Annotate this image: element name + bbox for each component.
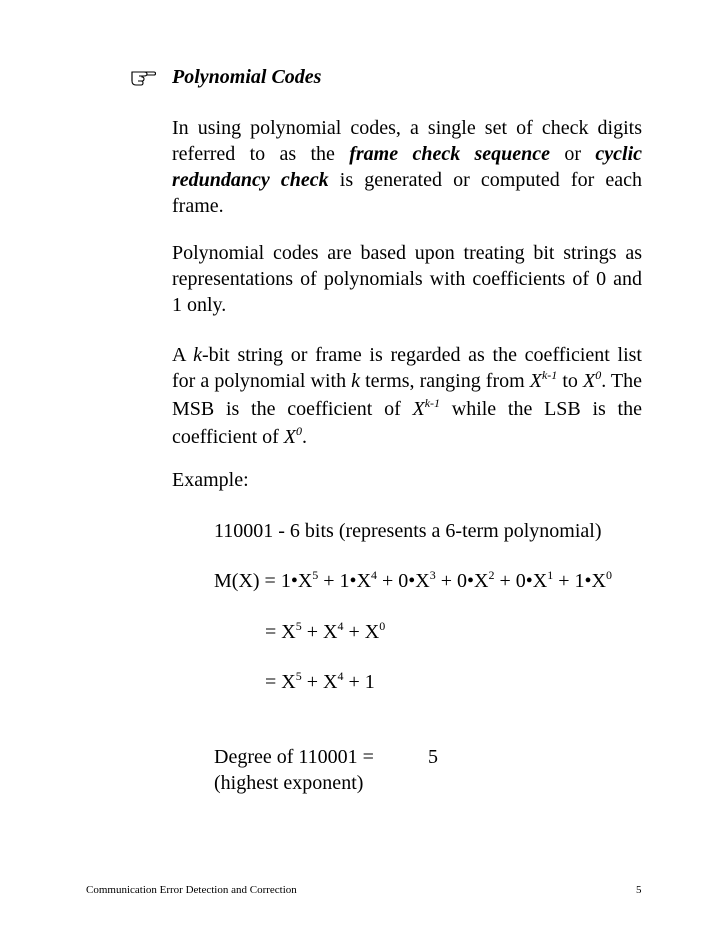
exponent: 0: [379, 619, 386, 633]
text-run: + X: [343, 621, 380, 643]
text-run: + 0•X: [494, 570, 548, 592]
exponent: 1: [547, 568, 554, 582]
text-run: In using polynomial codes, a single set of check digits referred to as the: [172, 117, 642, 165]
variable-x: X: [583, 370, 596, 392]
text-run: A: [172, 344, 194, 366]
variable-x: X: [283, 426, 297, 448]
term-frame-check-sequence: frame check sequence: [349, 143, 551, 165]
text-run: + X: [301, 621, 338, 643]
term-cyclic-redundancy-check: cyclic redundancy check: [172, 143, 642, 191]
exponent: k-1: [424, 396, 441, 410]
example-label: Example:: [172, 469, 249, 491]
text-run: + 1•X: [318, 570, 372, 592]
section-heading: Polynomial Codes: [172, 66, 322, 88]
exponent: 0: [605, 568, 612, 582]
exponent: 5: [295, 619, 302, 633]
text-run: + X: [301, 671, 338, 693]
text-run: + 1: [343, 671, 375, 693]
paragraph-coefficient-list: [172, 342, 642, 452]
page-number: 5: [636, 884, 642, 896]
paragraph-polynomial-basis: Polynomial codes are based upon treating bit strings as representations of polynomials with coefficients of 0 and 1 only.: [172, 242, 642, 316]
text-run: . The MSB is the coefficient of: [172, 370, 643, 420]
pointing-hand-icon: [130, 64, 156, 86]
variable-k: k: [351, 370, 361, 392]
text-run: or: [550, 143, 596, 165]
exponent: 3: [429, 568, 436, 582]
text-run: is generated or computed for each frame.: [172, 169, 642, 217]
paragraph-fcs-definition: [172, 115, 642, 219]
exponent: 2: [488, 568, 495, 582]
exponent: 5: [312, 568, 319, 582]
polynomial-simplified: [265, 619, 385, 647]
text-run: -bit string or frame is regarded as the coefficient list for a polynomial with: [172, 344, 642, 392]
polynomial-final: [265, 669, 375, 697]
variable-x: X: [412, 398, 425, 420]
exponent: 5: [295, 669, 302, 683]
text-run: = X: [265, 621, 296, 643]
variable-x: X: [529, 370, 542, 392]
text-run: terms, ranging from: [360, 370, 530, 392]
text-run: + 0•X: [377, 570, 430, 592]
exponent: k-1: [541, 368, 558, 382]
exponent: 4: [337, 619, 344, 633]
text-run: + 0•X: [435, 570, 489, 592]
exponent: 4: [371, 568, 378, 582]
text-run: .: [302, 426, 308, 448]
text-run: M(X) = 1•X: [214, 570, 313, 592]
text-run: = X: [265, 671, 296, 693]
degree-label: Degree of 110001 =: [214, 746, 374, 768]
text-run: to: [557, 370, 583, 392]
variable-k: k: [193, 344, 202, 366]
degree-value: 5: [428, 746, 438, 768]
exponent: 0: [595, 368, 602, 382]
text-run: + 1•X: [553, 570, 606, 592]
degree-note: (highest exponent): [214, 772, 364, 794]
exponent: 0: [296, 424, 303, 438]
footer-title: Communication Error Detection and Correction: [86, 884, 297, 896]
text-run: while the LSB is the coefficient of: [172, 398, 642, 448]
exponent: 4: [337, 669, 344, 683]
polynomial-expansion: [214, 568, 612, 596]
example-bit-string: 110001 - 6 bits (represents a 6-term polynomial): [214, 520, 602, 542]
